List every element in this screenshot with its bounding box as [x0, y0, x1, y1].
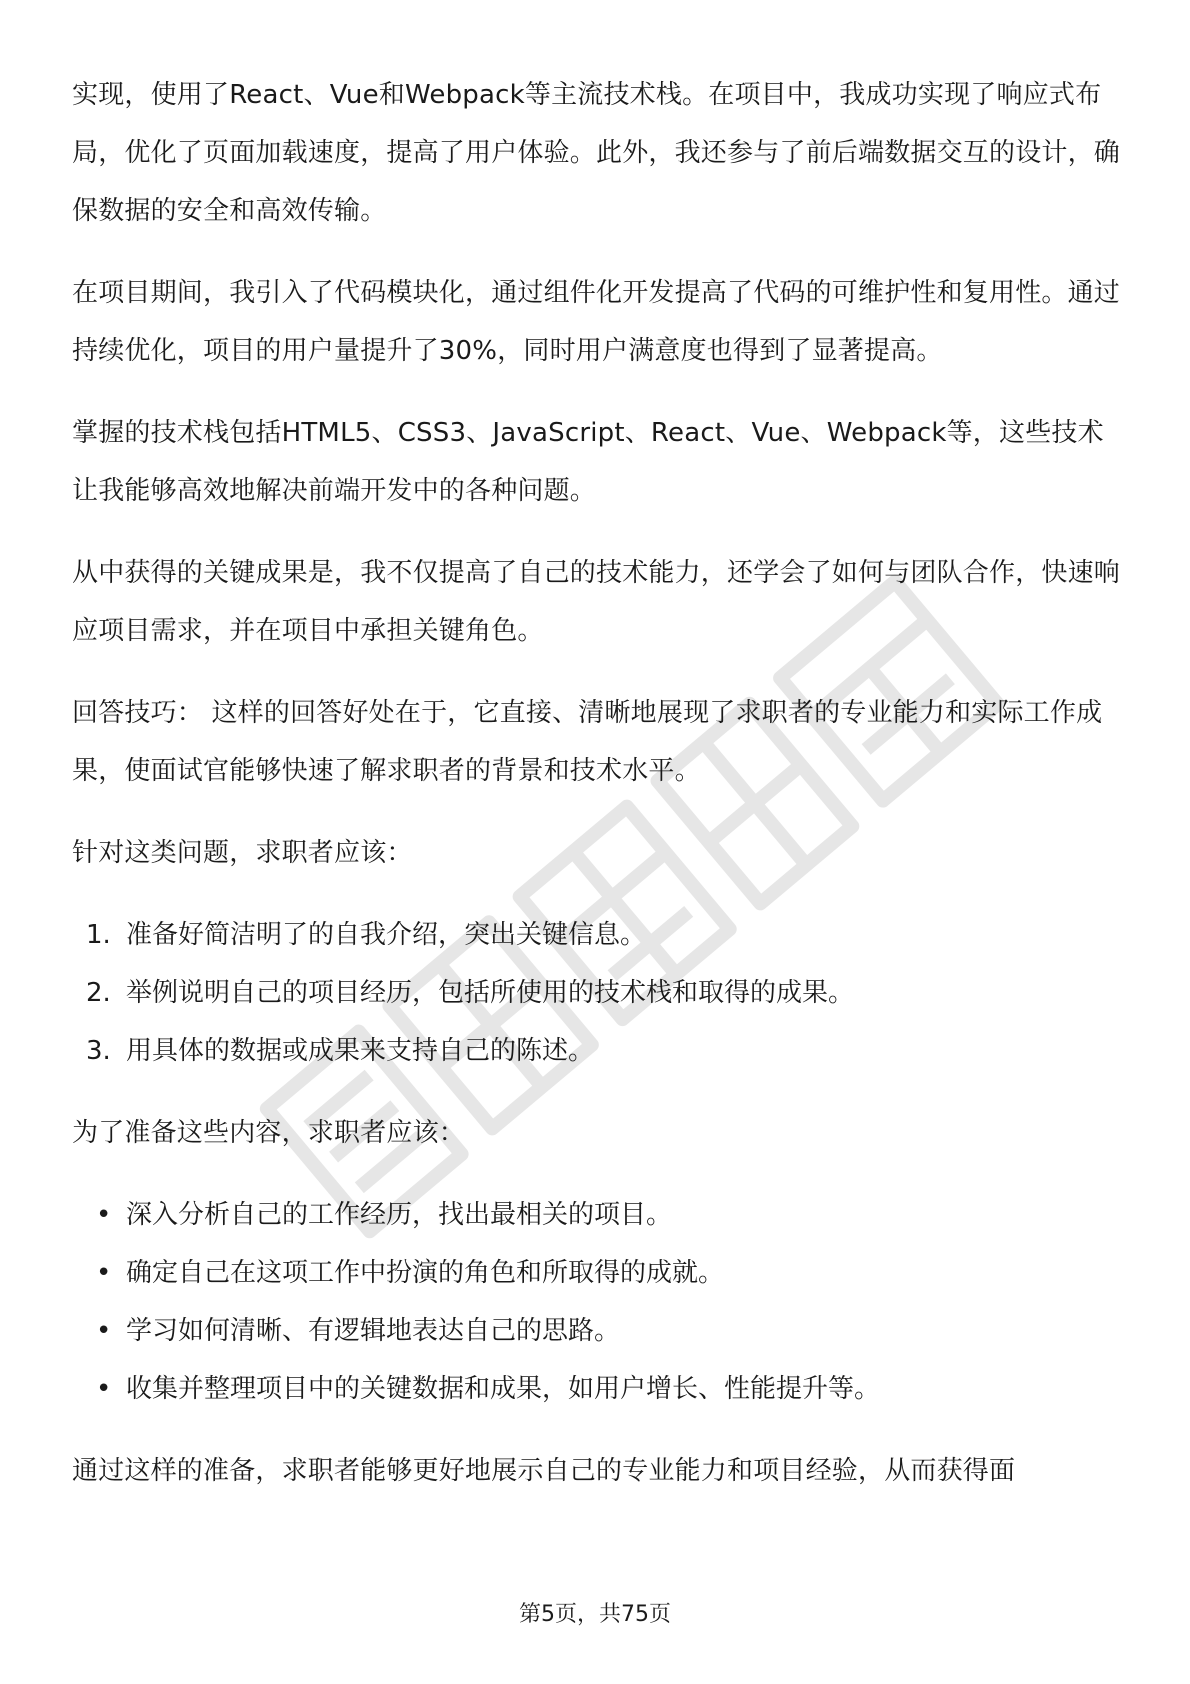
list-item-text: 举例说明自己的项目经历，包括所使用的技术栈和取得的成果。: [126, 978, 855, 1008]
list-item-text: 学习如何清晰、有逻辑地表达自己的思路。: [126, 1316, 621, 1346]
list-item: [72, 906, 1122, 964]
paragraph-closing: 通过这样的准备，求职者能够更好地展示自己的专业能力和项目经验，从而获得面: [72, 1456, 1016, 1486]
list-item: [72, 964, 1122, 1022]
bullet-icon: •: [96, 1374, 112, 1404]
paragraph-tips-intro: 为了准备这些内容，求职者应该：: [72, 1118, 466, 1148]
paragraph-tech-stack: 掌握的技术栈包括HTML5、CSS3、JavaScript、React、Vue、Webpack等，这些技术让我能够高效地解决前端开发中的各种问题。: [72, 418, 1104, 506]
paragraph-modularization: 在项目期间，我引入了代码模块化，通过组件化开发提高了代码的可维护性和复用性。通过持续优化，项目的用户量提升了30%，同时用户满意度也得到了显著提高。: [72, 278, 1121, 366]
bullet-list: [72, 1186, 1122, 1418]
list-number: 1.: [86, 920, 111, 950]
list-item-text: 准备好简洁明了的自我介绍，突出关键信息。: [126, 920, 647, 950]
paragraph-project-tech: 实现，使用了React、Vue和Webpack等主流技术栈。在项目中，我成功实现了响应式布局，优化了页面加载速度，提高了用户体验。此外，我还参与了前后端数据交互的设计，确保数据的安全和高效传输。: [72, 80, 1121, 226]
list-item-text: 收集并整理项目中的关键数据和成果，如用户增长、性能提升等。: [126, 1374, 881, 1404]
paragraph-key-results: 从中获得的关键成果是，我不仅提高了自己的技术能力，还学会了如何与团队合作，快速响应项目需求，并在项目中承担关键角色。: [72, 558, 1121, 646]
list-item-text: 确定自己在这项工作中扮演的角色和所取得的成就。: [126, 1258, 725, 1288]
bullet-icon: •: [96, 1258, 112, 1288]
page-number-footer: 第5页，共75页: [519, 1602, 671, 1627]
list-item: [72, 1022, 1122, 1080]
list-item: [72, 1244, 1122, 1302]
paragraph-answer-tips: 回答技巧： 这样的回答好处在于，它直接、清晰地展现了求职者的专业能力和实际工作成果，使面试官能够快速了解求职者的背景和技术水平。: [72, 698, 1103, 786]
list-item: [72, 1302, 1122, 1360]
list-number: 3.: [86, 1036, 111, 1066]
list-item: [72, 1360, 1122, 1418]
bullet-icon: •: [96, 1200, 112, 1230]
list-item-text: 深入分析自己的工作经历，找出最相关的项目。: [126, 1200, 673, 1230]
list-item: [72, 1186, 1122, 1244]
list-item-text: 用具体的数据或成果来支持自己的陈述。: [126, 1036, 595, 1066]
list-number: 2.: [86, 978, 111, 1008]
paragraph-steps-intro: 针对这类问题，求职者应该：: [72, 838, 413, 868]
numbered-list: [72, 906, 1122, 1080]
bullet-icon: •: [96, 1316, 112, 1346]
document-body: [72, 66, 1122, 1524]
